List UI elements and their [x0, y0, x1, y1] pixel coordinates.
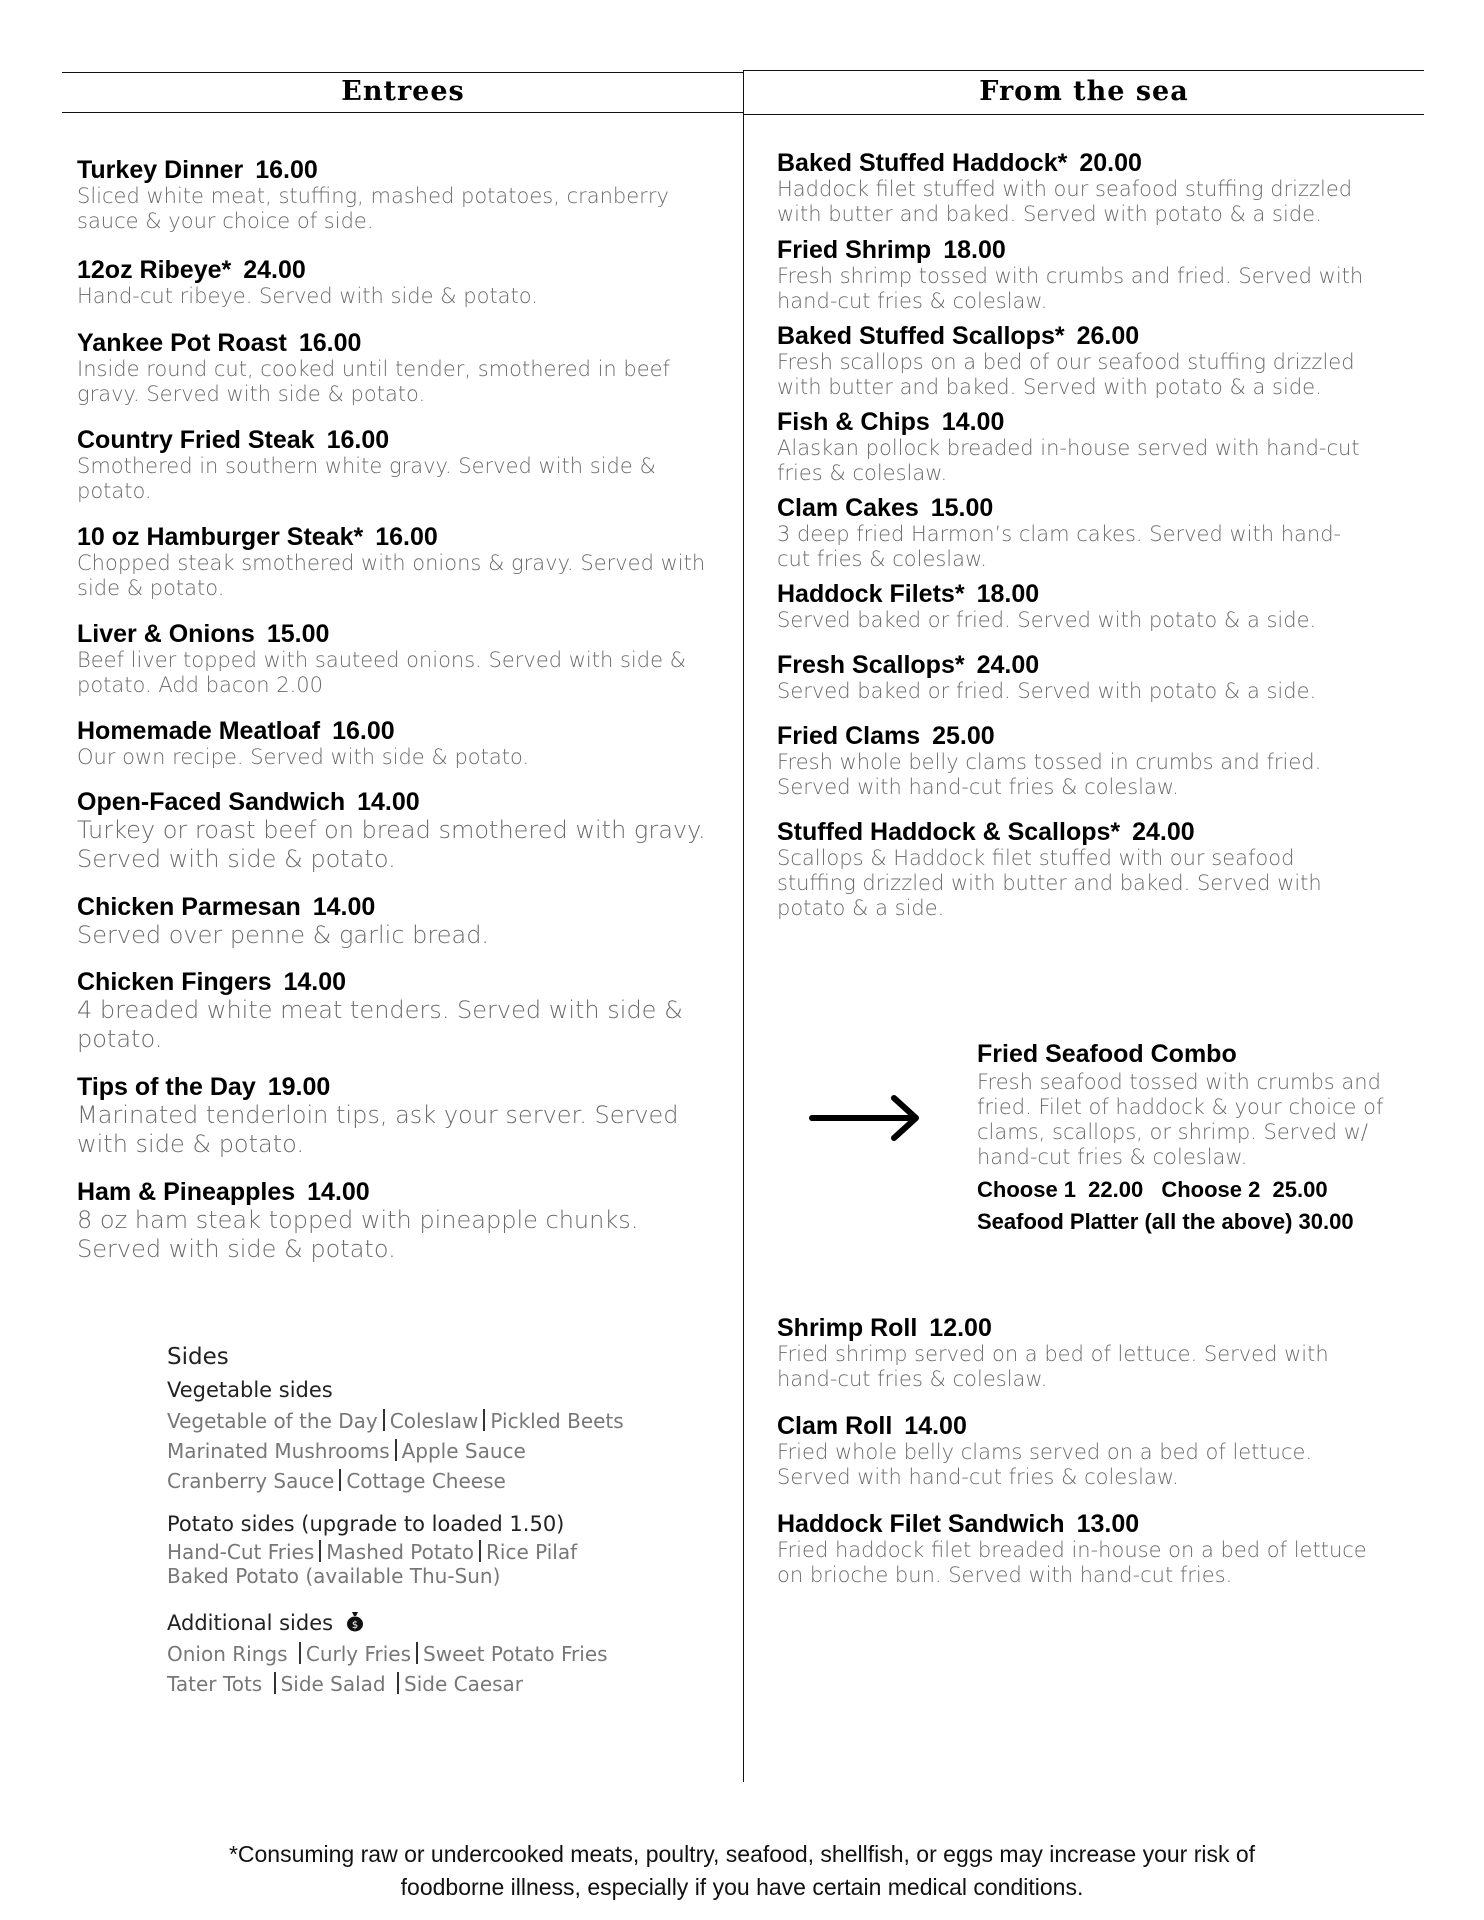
- menu-item-name: 12oz Ribeye*: [77, 256, 232, 284]
- side-option: Marinated Mushrooms: [167, 1439, 390, 1463]
- menu-item-price: 25.00: [932, 722, 995, 750]
- svg-text:$: $: [351, 1620, 358, 1631]
- menu-item-description: Fried shrimp served on a bed of lettuce. Served with hand-cut fries & coleslaw.: [777, 1342, 1329, 1391]
- menu-item-title: [77, 256, 727, 284]
- menu-item-price: 14.00: [307, 1178, 370, 1206]
- combo-description: Fresh seafood tossed with crumbs and fried. Filet of haddock & your choice of clams, scallops, or shrimp. Served w/ hand-cut fries & coleslaw.: [977, 1070, 1384, 1169]
- menu-item-title: [777, 494, 1367, 522]
- menu-item-name: Ham & Pineapples: [77, 1178, 296, 1206]
- side-option: Apple Sauce: [401, 1439, 526, 1463]
- menu-item: [77, 968, 727, 1054]
- disclaimer-line-2: foodborne illness, especially if you have certain medical conditions.: [400, 1874, 1084, 1900]
- menu-item-description: Sliced white meat, stuffing, mashed potatoes, cranberry sauce & your choice of side.: [77, 184, 669, 233]
- side-options-line: [167, 1540, 687, 1564]
- combo-choices: [977, 1174, 1427, 1206]
- menu-item: [77, 329, 727, 407]
- side-option: Onion Rings: [167, 1642, 294, 1666]
- menu-item-price: 14.00: [357, 788, 420, 816]
- menu-item-price: 16.00: [326, 426, 390, 454]
- menu-item: [777, 149, 1367, 227]
- header-bottom-rule-left: [62, 112, 744, 113]
- menu-item-price: 19.00: [267, 1073, 331, 1101]
- menu-item-description: Smothered in southern white gravy. Served with side & potato.: [77, 454, 656, 503]
- choose-2-label: Choose 2: [1161, 1177, 1261, 1202]
- side-option: Pickled Beets: [490, 1409, 624, 1433]
- menu-item: [777, 1412, 1377, 1490]
- potato-sides-heading: Potato sides (upgrade to loaded 1.50): [167, 1512, 565, 1536]
- menu-item-title: [77, 523, 727, 551]
- menu-item-description: Served baked or fried. Served with potato & a side.: [777, 608, 1317, 632]
- menu-item-title: [777, 818, 1367, 846]
- menu-item-title: [777, 1510, 1377, 1538]
- menu-item-title: [777, 149, 1367, 177]
- menu-item-title: [777, 236, 1367, 264]
- additional-sides-group: [167, 1610, 687, 1699]
- menu-item: [77, 788, 727, 874]
- menu-item-price: 20.00: [1079, 149, 1142, 177]
- additional-sides-heading-row: [167, 1610, 687, 1635]
- menu-item: [77, 523, 727, 601]
- menu-item-description: 4 breaded white meat tenders. Served with side & potato.: [77, 996, 683, 1053]
- menu-item: [77, 426, 727, 504]
- menu-item-name: Yankee Pot Roast: [77, 329, 287, 357]
- vegetable-sides-group: [167, 1378, 687, 1496]
- menu-item-price: 13.00: [1076, 1510, 1140, 1538]
- menu-item: [77, 1178, 727, 1264]
- menu-item-name: Turkey Dinner: [77, 156, 244, 184]
- side-options-line: [167, 1564, 687, 1588]
- header-bottom-rule-right: [744, 114, 1424, 115]
- side-options-line: [167, 1436, 687, 1466]
- side-option: Side Caesar: [404, 1672, 524, 1696]
- menu-item: [777, 722, 1367, 800]
- menu-item-title: [777, 580, 1367, 608]
- menu-item-title: [77, 1178, 727, 1206]
- separator-bar: [479, 1540, 481, 1562]
- menu-item-name: Fried Clams: [777, 722, 921, 750]
- menu-item-title: [777, 651, 1367, 679]
- choose-1-price: 22.00: [1088, 1177, 1144, 1202]
- menu-item-description: Our own recipe. Served with side & potato.: [77, 745, 530, 769]
- menu-item-name: Shrimp Roll: [777, 1314, 918, 1342]
- menu-item: [77, 717, 727, 770]
- side-option: Tater Tots: [167, 1672, 269, 1696]
- sides-title: Sides: [167, 1344, 229, 1370]
- menu-item-title: [777, 1412, 1377, 1440]
- side-options-line: [167, 1466, 687, 1496]
- menu-item: [777, 494, 1367, 572]
- separator-bar: [483, 1409, 485, 1431]
- choose-1-label: Choose 1: [977, 1177, 1077, 1202]
- menu-item: [777, 236, 1367, 314]
- menu-item-description: 8 oz ham steak topped with pineapple chunks. Served with side & potato.: [77, 1206, 639, 1263]
- menu-item-name: Chicken Fingers: [77, 968, 272, 996]
- menu-item-title: [77, 788, 727, 816]
- menu-item-title: [77, 893, 727, 921]
- menu-item-price: 18.00: [976, 580, 1040, 608]
- menu-item-title: [77, 156, 727, 184]
- menu-item: [777, 818, 1367, 921]
- menu-item: [777, 651, 1367, 704]
- menu-item-price: 14.00: [312, 893, 376, 921]
- side-option: Baked Potato (available Thu-Sun): [167, 1564, 501, 1588]
- side-option: Rice Pilaf: [486, 1540, 578, 1564]
- side-option: Cranberry Sauce: [167, 1469, 335, 1493]
- header-top-rule-left: [62, 72, 744, 73]
- menu-item: [777, 580, 1367, 633]
- menu-item: [77, 156, 727, 234]
- entrees-heading: Entrees: [341, 76, 465, 107]
- side-options-line: [167, 1639, 687, 1669]
- menu-item-name: Fish & Chips: [777, 408, 930, 436]
- menu-item-price: 18.00: [943, 236, 1006, 264]
- menu-item-name: Baked Stuffed Scallops*: [777, 322, 1065, 350]
- menu-item-description: Fresh whole belly clams tossed in crumbs and fried. Served with hand-cut fries & coleslaw.: [777, 750, 1322, 799]
- menu-item-description: Beef liver topped with sauteed onions. Served with side & potato. Add bacon 2.00: [77, 648, 687, 697]
- combo-title: Fried Seafood Combo: [977, 1040, 1237, 1068]
- menu-item-title: [77, 426, 727, 454]
- menu-item-name: Clam Cakes: [777, 494, 919, 522]
- menu-item: [77, 1073, 727, 1159]
- menu-item-price: 16.00: [298, 329, 362, 357]
- menu-item-description: Fresh shrimp tossed with crumbs and fried. Served with hand-cut fries & coleslaw.: [777, 264, 1364, 313]
- menu-item-name: Open-Faced Sandwich: [77, 788, 346, 816]
- menu-item-name: Tips of the Day: [77, 1073, 256, 1101]
- menu-item-description: Served baked or fried. Served with potato & a side.: [777, 679, 1317, 703]
- menu-item-price: 24.00: [1132, 818, 1195, 846]
- side-option: Hand-Cut Fries: [167, 1540, 315, 1564]
- menu-item-name: Haddock Filets*: [777, 580, 965, 608]
- side-option: Sweet Potato Fries: [423, 1642, 608, 1666]
- menu-item-name: Haddock Filet Sandwich: [777, 1510, 1065, 1538]
- menu-item-title: [77, 329, 727, 357]
- menu-item-price: 16.00: [375, 523, 438, 551]
- menu-item-description: Fresh scallops on a bed of our seafood stuffing drizzled with butter and baked. Served with potato & a side.: [777, 350, 1355, 399]
- menu-item-price: 12.00: [929, 1314, 992, 1342]
- additional-sides-heading: Additional sides: [167, 1611, 334, 1635]
- menu-item: [777, 408, 1367, 486]
- menu-item-price: 14.00: [283, 968, 347, 996]
- menu-item-title: [777, 322, 1367, 350]
- separator-bar: [299, 1642, 301, 1664]
- menu-item-title: [77, 1073, 727, 1101]
- menu-item-price: 16.00: [255, 156, 318, 184]
- seafood-platter: Seafood Platter (all the above) 30.00: [977, 1209, 1354, 1234]
- header-top-rule-right: [744, 70, 1424, 71]
- side-option: Coleslaw: [389, 1409, 479, 1433]
- menu-item-name: Fried Shrimp: [777, 236, 932, 264]
- entrees-list: [77, 156, 727, 1264]
- menu-item: [777, 322, 1367, 400]
- menu-item-description: Hand-cut ribeye. Served with side & potato.: [77, 284, 538, 308]
- menu-item: [77, 893, 727, 950]
- sides-section: [167, 1344, 687, 1715]
- vegetable-sides-heading: Vegetable sides: [167, 1378, 333, 1402]
- menu-item-name: Fresh Scallops*: [777, 651, 965, 679]
- menu-item-price: 24.00: [976, 651, 1040, 679]
- fried-seafood-combo: [977, 1040, 1427, 1238]
- menu-item-price: 15.00: [266, 620, 330, 648]
- menu-item-title: [77, 620, 727, 648]
- separator-bar: [339, 1469, 341, 1491]
- menu-item-description: Chopped steak smothered with onions & gravy. Served with side & potato.: [77, 551, 706, 600]
- separator-bar: [274, 1672, 276, 1694]
- menu-item-price: 14.00: [941, 408, 1005, 436]
- sea-heading: From the sea: [979, 76, 1189, 107]
- menu-item-title: [77, 968, 727, 996]
- separator-bar: [397, 1672, 399, 1694]
- sea-list: [777, 149, 1367, 921]
- menu-item-description: Scallops & Haddock filet stuffed with our seafood stuffing drizzled with butter and baked. Served with potato & a side.: [777, 846, 1322, 920]
- menu-item-name: Chicken Parmesan: [77, 893, 301, 921]
- side-options-line: [167, 1406, 687, 1436]
- separator-bar: [383, 1409, 385, 1431]
- menu-item-description: Fried haddock filet breaded in-house on a bed of lettuce on brioche bun. Served with hand-cut fries.: [777, 1538, 1367, 1587]
- food-safety-disclaimer: [0, 1838, 1484, 1904]
- money-bag-icon: [344, 1610, 366, 1632]
- menu-item-title: [777, 722, 1367, 750]
- menu-item-description: Alaskan pollock breaded in-house served with hand-cut fries & coleslaw.: [777, 436, 1360, 485]
- side-option: Curly Fries: [305, 1642, 412, 1666]
- menu-item-description: Served over penne & garlic bread.: [77, 921, 490, 949]
- menu-item-name: Stuffed Haddock & Scallops*: [777, 818, 1121, 846]
- menu-item-title: [777, 408, 1367, 436]
- potato-sides-group: [167, 1512, 687, 1588]
- menu-item-title: [777, 1314, 1377, 1342]
- menu-item-description: 3 deep fried Harmon’s clam cakes. Served with hand-cut fries & coleslaw.: [777, 522, 1342, 571]
- menu-item-name: Liver & Onions: [77, 620, 255, 648]
- menu-item-name: Homemade Meatloaf: [77, 717, 321, 745]
- menu-item-name: Baked Stuffed Haddock*: [777, 149, 1068, 177]
- menu-item-description: Haddock filet stuffed with our seafood stuffing drizzled with butter and baked. Served with potato & a side.: [777, 177, 1353, 226]
- menu-item: [777, 1314, 1377, 1392]
- menu-item: [777, 1510, 1377, 1588]
- menu-item-title: [77, 717, 727, 745]
- right-arrow-icon: [808, 1092, 924, 1144]
- separator-bar: [319, 1540, 321, 1562]
- column-divider: [743, 70, 744, 1782]
- menu-item-name: Country Fried Steak: [77, 426, 315, 454]
- menu-item: [77, 620, 727, 698]
- separator-bar: [395, 1439, 397, 1461]
- menu-item-price: 24.00: [243, 256, 306, 284]
- side-options-line: [167, 1669, 687, 1699]
- menu-item-name: 10 oz Hamburger Steak*: [77, 523, 364, 551]
- menu-item-description: Inside round cut, cooked until tender, smothered in beef gravy. Served with side & potato.: [77, 357, 670, 406]
- side-option: Cottage Cheese: [346, 1469, 506, 1493]
- side-option: Side Salad: [280, 1672, 392, 1696]
- menu-item: [77, 256, 727, 309]
- side-option: Mashed Potato: [326, 1540, 475, 1564]
- menu-item-description: Turkey or roast beef on bread smothered with gravy. Served with side & potato.: [77, 816, 706, 873]
- disclaimer-line-1: *Consuming raw or undercooked meats, poultry, seafood, shellfish, or eggs may increase your risk of: [228, 1841, 1256, 1867]
- menu-item-price: 26.00: [1076, 322, 1140, 350]
- menu-item-price: 14.00: [904, 1412, 967, 1440]
- menu-item-description: Marinated tenderloin tips, ask your server. Served with side & potato.: [77, 1101, 679, 1158]
- menu-item-price: 16.00: [332, 717, 395, 745]
- separator-bar: [416, 1642, 418, 1664]
- side-option: Vegetable of the Day: [167, 1409, 378, 1433]
- choose-2-price: 25.00: [1272, 1177, 1328, 1202]
- menu-item-price: 15.00: [930, 494, 994, 522]
- menu-item-name: Clam Roll: [777, 1412, 893, 1440]
- menu-item-description: Fried whole belly clams served on a bed of lettuce. Served with hand-cut fries & coleslaw.: [777, 1440, 1313, 1489]
- rolls-list: [777, 1314, 1377, 1608]
